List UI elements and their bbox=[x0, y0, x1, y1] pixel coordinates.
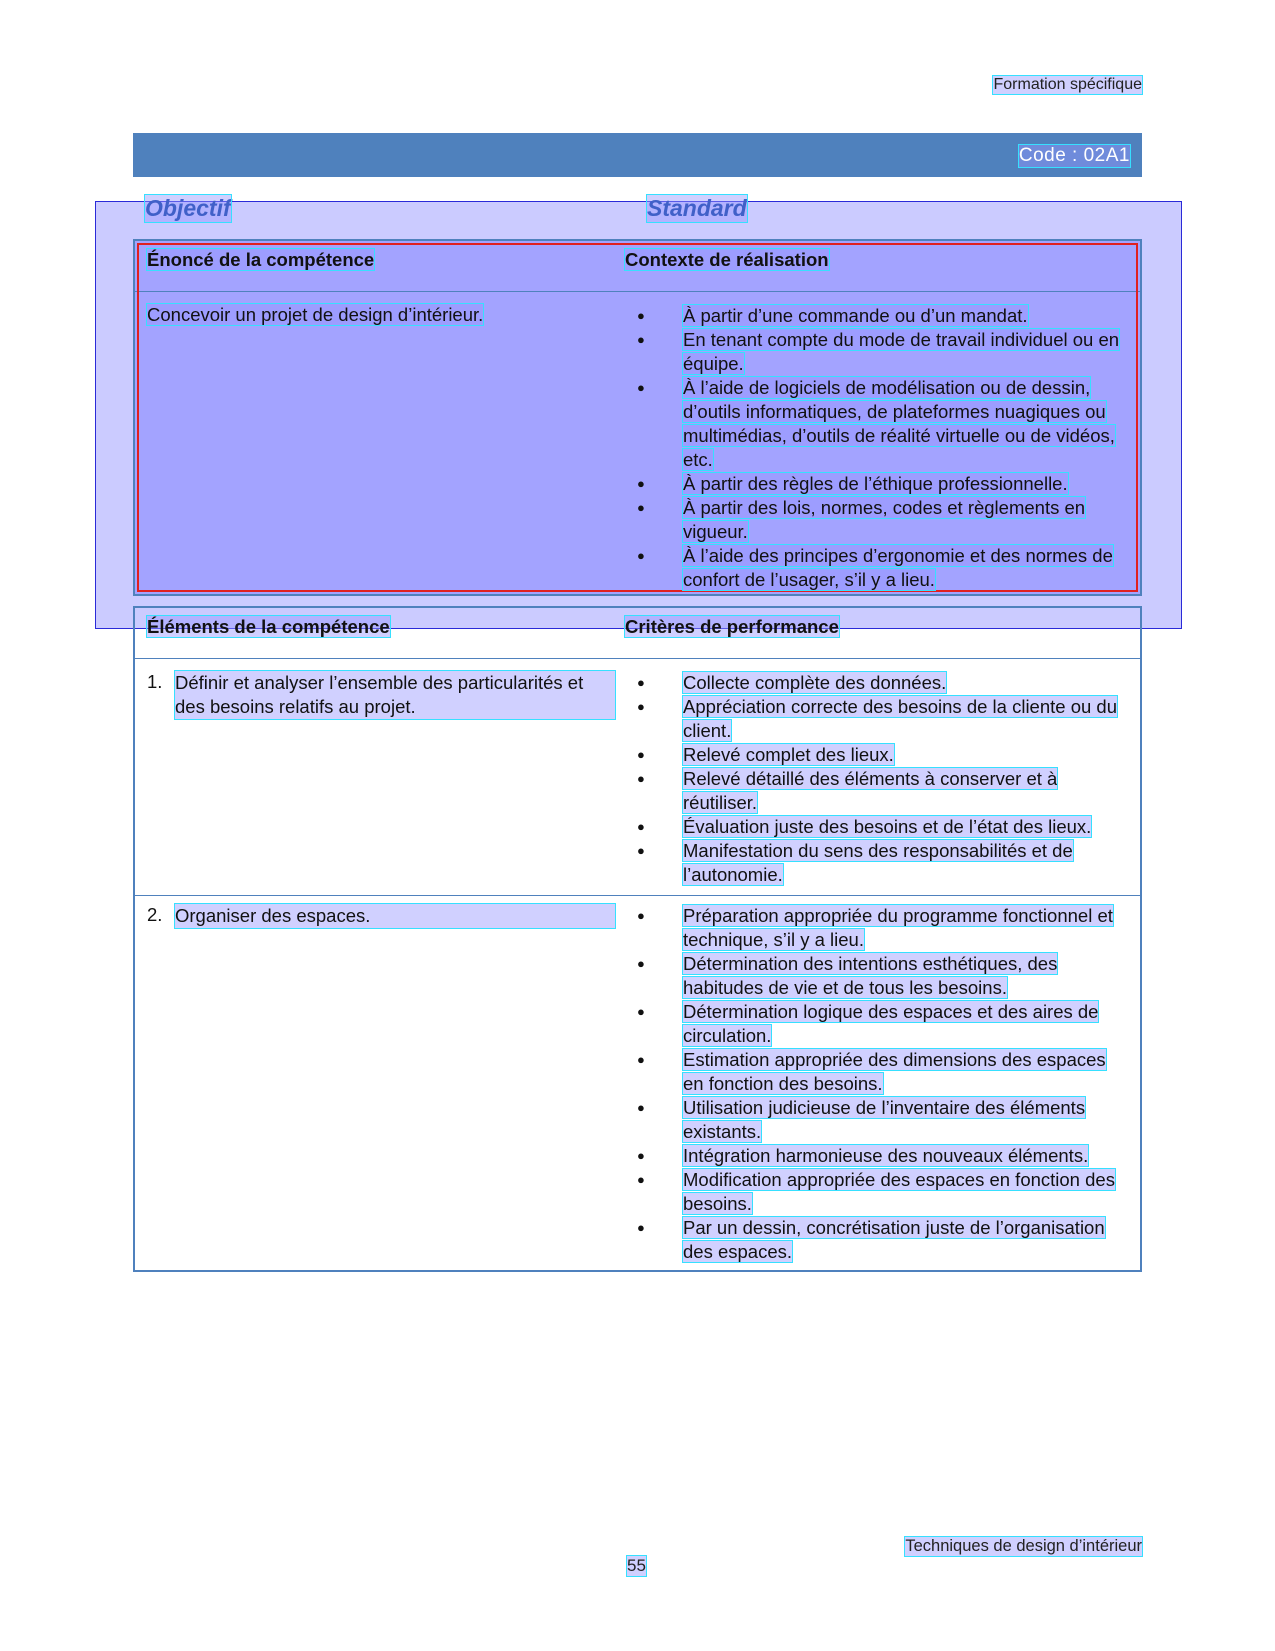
element-text: Organiser des espaces. bbox=[175, 904, 615, 928]
contexte-cell bbox=[625, 292, 1141, 596]
element-cell bbox=[134, 896, 625, 1272]
elements-header-cell bbox=[134, 607, 625, 659]
element-number: 2. bbox=[147, 904, 163, 925]
critere-item: ● Appréciation correcte des besoins de la cliente ou du client. bbox=[625, 695, 1130, 743]
element-cell bbox=[134, 659, 625, 896]
objectif-title: Objectif bbox=[145, 195, 231, 221]
standard-title: Standard bbox=[647, 195, 747, 221]
contexte-header: Contexte de réalisation bbox=[625, 249, 829, 270]
contexte-header-cell bbox=[625, 240, 1141, 292]
critere-item: ● Modification appropriée des espaces en fonction des besoins. bbox=[625, 1168, 1130, 1216]
enonce-row bbox=[134, 292, 1141, 596]
critere-item: ● Relevé détaillé des éléments à conserver et à réutiliser. bbox=[625, 767, 1130, 815]
contexte-item: ● À partir des règles de l’éthique professionnelle. bbox=[625, 472, 1130, 496]
critere-item: ● Collecte complète des données. bbox=[625, 671, 1130, 695]
table-row bbox=[134, 896, 1141, 1272]
criteres-list bbox=[625, 671, 1130, 887]
enonce-header-cell bbox=[134, 240, 625, 292]
elements-table bbox=[133, 606, 1142, 1272]
contexte-item: ● À l’aide des principes d’ergonomie et des normes de confort de l’usager, s’il y a lieu. bbox=[625, 544, 1130, 592]
critere-item: ● Utilisation judicieuse de l’inventaire des éléments existants. bbox=[625, 1096, 1130, 1144]
code-bar bbox=[133, 133, 1142, 177]
criteres-header: Critères de performance bbox=[625, 616, 839, 637]
running-header: Formation spécifique bbox=[993, 76, 1142, 93]
page-number: 55 bbox=[627, 1556, 646, 1575]
competency-code: Code : 02A1 bbox=[1018, 145, 1130, 166]
table-row bbox=[134, 659, 1141, 896]
enonce-cell bbox=[134, 292, 625, 596]
criteres-list bbox=[625, 904, 1130, 1264]
element-text: Définir et analyser l’ensemble des particularités et des besoins relatifs au projet. bbox=[175, 671, 615, 719]
criteres-header-cell bbox=[625, 607, 1141, 659]
contexte-item: ● À partir des lois, normes, codes et règlements en vigueur. bbox=[625, 496, 1130, 544]
critere-item: ● Intégration harmonieuse des nouveaux éléments. bbox=[625, 1144, 1130, 1168]
critere-item: ● Préparation appropriée du programme fonctionnel et technique, s’il y a lieu. bbox=[625, 904, 1130, 952]
enonce-table bbox=[133, 239, 1142, 596]
footer-program-title: Techniques de design d’intérieur bbox=[905, 1537, 1142, 1555]
criteres-cell bbox=[625, 659, 1141, 896]
critere-item: ● Évaluation juste des besoins et de l’état des lieux. bbox=[625, 815, 1130, 839]
critere-item: ● Détermination logique des espaces et des aires de circulation. bbox=[625, 1000, 1130, 1048]
element-number: 1. bbox=[147, 671, 163, 692]
elements-header: Éléments de la compétence bbox=[147, 616, 390, 637]
enonce-text: Concevoir un projet de design d’intérieur. bbox=[147, 304, 484, 325]
contexte-item: ● À partir d’une commande ou d’un mandat. bbox=[625, 304, 1130, 328]
criteres-cell bbox=[625, 896, 1141, 1272]
critere-item: ● Par un dessin, concrétisation juste de l’organisation des espaces. bbox=[625, 1216, 1130, 1264]
critere-item: ● Estimation appropriée des dimensions des espaces en fonction des besoins. bbox=[625, 1048, 1130, 1096]
critere-item: ● Détermination des intentions esthétiques, des habitudes de vie et de tous les besoins. bbox=[625, 952, 1130, 1000]
enonce-header: Énoncé de la compétence bbox=[147, 249, 375, 270]
critere-item: ● Relevé complet des lieux. bbox=[625, 743, 1130, 767]
contexte-item: ● À l’aide de logiciels de modélisation ou de dessin, d’outils informatiques, de plateformes nuagiques ou multimédias, d’outils de réalité virtuelle ou de vidéos, etc. bbox=[625, 376, 1130, 472]
critere-item: ● Manifestation du sens des responsabilités et de l’autonomie. bbox=[625, 839, 1130, 887]
contexte-item: ● En tenant compte du mode de travail individuel ou en équipe. bbox=[625, 328, 1130, 376]
contexte-list bbox=[625, 304, 1130, 592]
